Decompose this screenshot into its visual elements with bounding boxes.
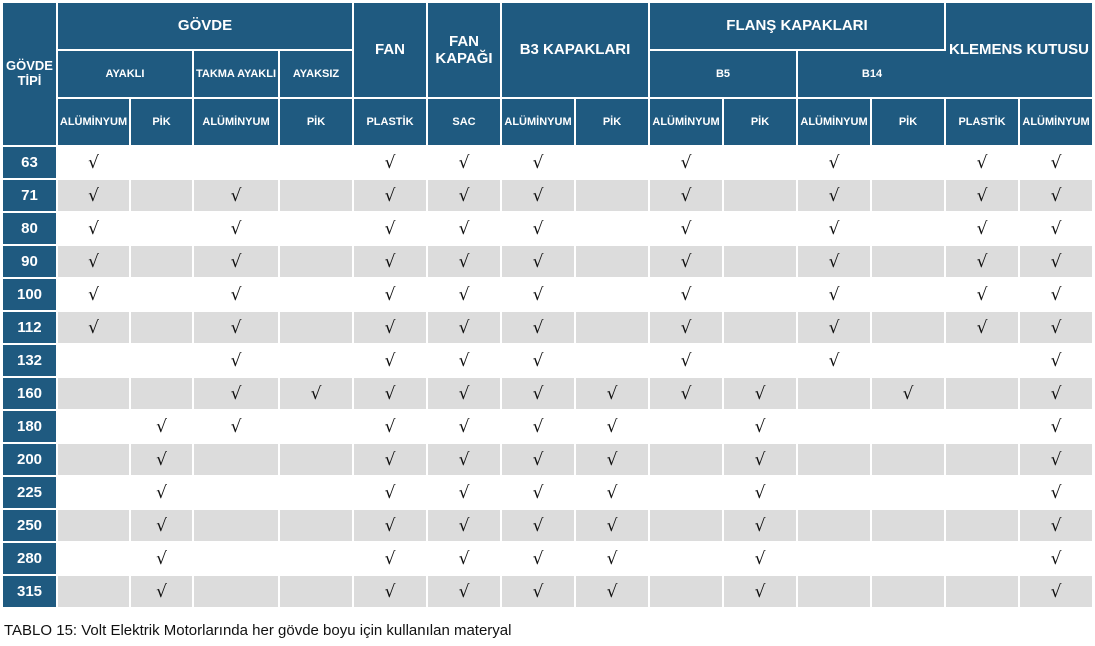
check-mark-cell: √ (724, 477, 798, 510)
empty-cell (650, 510, 724, 543)
check-mark-cell: √ (502, 477, 576, 510)
check-mark-cell: √ (131, 444, 194, 477)
empty-cell (872, 279, 946, 312)
check-mark-cell: √ (354, 345, 428, 378)
check-mark-cell: √ (194, 279, 280, 312)
check-mark-cell: √ (650, 246, 724, 279)
empty-cell (280, 411, 354, 444)
row-size-label: 280 (3, 543, 58, 576)
check-mark-cell: √ (650, 279, 724, 312)
table-row (3, 279, 1092, 312)
empty-cell (946, 477, 1020, 510)
check-mark-cell: √ (131, 543, 194, 576)
empty-cell (280, 312, 354, 345)
empty-cell (872, 180, 946, 213)
check-mark-cell: √ (194, 411, 280, 444)
check-mark-cell: √ (354, 213, 428, 246)
check-mark-cell: √ (946, 312, 1020, 345)
empty-cell (946, 510, 1020, 543)
empty-cell (194, 510, 280, 543)
check-mark-cell: √ (946, 246, 1020, 279)
empty-cell (798, 543, 872, 576)
empty-cell (872, 576, 946, 609)
check-mark-cell: √ (1020, 510, 1092, 543)
check-mark-cell: √ (354, 444, 428, 477)
empty-cell (576, 279, 650, 312)
col-header-pik: PİK (872, 99, 946, 147)
check-mark-cell: √ (576, 411, 650, 444)
table-row (3, 246, 1092, 279)
empty-cell (280, 246, 354, 279)
table-row (3, 477, 1092, 510)
empty-cell (194, 477, 280, 510)
check-mark-cell: √ (194, 312, 280, 345)
col-header-plastik: PLASTİK (354, 99, 428, 147)
row-size-label: 250 (3, 510, 58, 543)
row-size-label: 71 (3, 180, 58, 213)
empty-cell (58, 510, 131, 543)
row-size-label: 225 (3, 477, 58, 510)
empty-cell (280, 510, 354, 543)
empty-cell (872, 477, 946, 510)
check-mark-cell: √ (194, 246, 280, 279)
check-mark-cell: √ (58, 213, 131, 246)
check-mark-cell: √ (502, 279, 576, 312)
check-mark-cell: √ (58, 279, 131, 312)
check-mark-cell: √ (650, 180, 724, 213)
check-mark-cell: √ (724, 411, 798, 444)
check-mark-cell: √ (502, 180, 576, 213)
check-mark-cell: √ (428, 345, 502, 378)
check-mark-cell: √ (650, 147, 724, 180)
check-mark-cell: √ (502, 543, 576, 576)
check-mark-cell: √ (354, 279, 428, 312)
table-row (3, 411, 1092, 444)
check-mark-cell: √ (650, 312, 724, 345)
empty-cell (724, 246, 798, 279)
empty-cell (946, 543, 1020, 576)
empty-cell (280, 213, 354, 246)
table-body (3, 147, 1092, 609)
check-mark-cell: √ (58, 312, 131, 345)
col-header-aluminyum: ALÜMİNYUM (650, 99, 724, 147)
body-type-header: GÖVDE TİPİ (3, 3, 58, 147)
table-row (3, 312, 1092, 345)
check-mark-cell: √ (428, 180, 502, 213)
empty-cell (872, 312, 946, 345)
empty-cell (946, 378, 1020, 411)
empty-cell (872, 345, 946, 378)
empty-cell (58, 444, 131, 477)
empty-cell (872, 246, 946, 279)
flange-covers-header: FLANŞ KAPAKLARI (650, 3, 946, 51)
check-mark-cell: √ (502, 312, 576, 345)
check-mark-cell: √ (58, 246, 131, 279)
empty-cell (724, 312, 798, 345)
empty-cell (58, 576, 131, 609)
check-mark-cell: √ (354, 510, 428, 543)
row-size-label: 315 (3, 576, 58, 609)
col-header-pik: PİK (131, 99, 194, 147)
check-mark-cell: √ (354, 411, 428, 444)
fan-header: FAN (354, 3, 428, 99)
check-mark-cell: √ (502, 378, 576, 411)
empty-cell (131, 279, 194, 312)
table-row (3, 345, 1092, 378)
check-mark-cell: √ (131, 411, 194, 444)
row-size-label: 132 (3, 345, 58, 378)
empty-cell (872, 411, 946, 444)
empty-cell (58, 477, 131, 510)
check-mark-cell: √ (724, 543, 798, 576)
check-mark-cell: √ (354, 477, 428, 510)
empty-cell (724, 147, 798, 180)
empty-cell (650, 411, 724, 444)
empty-cell (872, 147, 946, 180)
check-mark-cell: √ (502, 411, 576, 444)
col-header-aluminyum: ALÜMİNYUM (798, 99, 872, 147)
check-mark-cell: √ (502, 147, 576, 180)
check-mark-cell: √ (502, 246, 576, 279)
empty-cell (131, 312, 194, 345)
check-mark-cell: √ (946, 213, 1020, 246)
row-size-label: 160 (3, 378, 58, 411)
empty-cell (280, 477, 354, 510)
empty-cell (131, 378, 194, 411)
b3-covers-header: B3 KAPAKLARI (502, 3, 650, 99)
check-mark-cell: √ (1020, 246, 1092, 279)
table-row (3, 543, 1092, 576)
empty-cell (946, 576, 1020, 609)
check-mark-cell: √ (428, 378, 502, 411)
check-mark-cell: √ (724, 510, 798, 543)
check-mark-cell: √ (576, 444, 650, 477)
check-mark-cell: √ (650, 213, 724, 246)
row-size-label: 80 (3, 213, 58, 246)
empty-cell (131, 345, 194, 378)
check-mark-cell: √ (428, 576, 502, 609)
empty-cell (194, 543, 280, 576)
empty-cell (650, 576, 724, 609)
empty-cell (946, 345, 1020, 378)
empty-cell (58, 543, 131, 576)
row-size-label: 90 (3, 246, 58, 279)
empty-cell (798, 411, 872, 444)
check-mark-cell: √ (280, 378, 354, 411)
empty-cell (724, 213, 798, 246)
col-header-plastik: PLASTİK (946, 99, 1020, 147)
check-mark-cell: √ (428, 279, 502, 312)
check-mark-cell: √ (724, 378, 798, 411)
b5-header: B5 (650, 51, 798, 99)
empty-cell (872, 543, 946, 576)
check-mark-cell: √ (354, 180, 428, 213)
check-mark-cell: √ (1020, 279, 1092, 312)
empty-cell (872, 510, 946, 543)
empty-cell (280, 279, 354, 312)
empty-cell (280, 345, 354, 378)
check-mark-cell: √ (1020, 147, 1092, 180)
col-header-aluminyum: ALÜMİNYUM (1020, 99, 1092, 147)
check-mark-cell: √ (194, 213, 280, 246)
col-header-aluminyum: ALÜMİNYUM (58, 99, 131, 147)
check-mark-cell: √ (354, 543, 428, 576)
row-size-label: 180 (3, 411, 58, 444)
check-mark-cell: √ (576, 477, 650, 510)
check-mark-cell: √ (872, 378, 946, 411)
empty-cell (946, 411, 1020, 444)
check-mark-cell: √ (428, 147, 502, 180)
table-row (3, 444, 1092, 477)
check-mark-cell: √ (194, 180, 280, 213)
check-mark-cell: √ (724, 444, 798, 477)
fan-cover-header: FAN KAPAĞI (428, 3, 502, 99)
col-header-pik: PİK (280, 99, 354, 147)
empty-cell (280, 147, 354, 180)
takma-ayakli-header: TAKMA AYAKLI (194, 51, 280, 99)
empty-cell (194, 147, 280, 180)
check-mark-cell: √ (1020, 378, 1092, 411)
b14-header: B14 (798, 51, 946, 99)
empty-cell (576, 312, 650, 345)
check-mark-cell: √ (650, 345, 724, 378)
empty-cell (280, 444, 354, 477)
check-mark-cell: √ (798, 147, 872, 180)
row-size-label: 200 (3, 444, 58, 477)
table-row (3, 510, 1092, 543)
check-mark-cell: √ (502, 576, 576, 609)
check-mark-cell: √ (1020, 180, 1092, 213)
empty-cell (131, 180, 194, 213)
check-mark-cell: √ (354, 246, 428, 279)
check-mark-cell: √ (946, 180, 1020, 213)
check-mark-cell: √ (1020, 477, 1092, 510)
check-mark-cell: √ (1020, 543, 1092, 576)
empty-cell (576, 345, 650, 378)
empty-cell (58, 378, 131, 411)
empty-cell (650, 477, 724, 510)
check-mark-cell: √ (650, 378, 724, 411)
empty-cell (576, 147, 650, 180)
govde-header: GÖVDE (58, 3, 354, 51)
check-mark-cell: √ (576, 510, 650, 543)
check-mark-cell: √ (428, 477, 502, 510)
check-mark-cell: √ (428, 213, 502, 246)
table-caption: TABLO 15: Volt Elektrik Motorlarında her gövde boyu için kullanılan materyal (4, 622, 512, 639)
ayakli-header: AYAKLI (58, 51, 194, 99)
check-mark-cell: √ (724, 576, 798, 609)
empty-cell (798, 444, 872, 477)
empty-cell (194, 444, 280, 477)
table-row (3, 213, 1092, 246)
check-mark-cell: √ (946, 279, 1020, 312)
check-mark-cell: √ (428, 411, 502, 444)
empty-cell (131, 246, 194, 279)
check-mark-cell: √ (354, 147, 428, 180)
col-header-aluminyum: ALÜMİNYUM (194, 99, 280, 147)
materials-table (3, 3, 1092, 609)
check-mark-cell: √ (502, 510, 576, 543)
check-mark-cell: √ (502, 213, 576, 246)
empty-cell (280, 543, 354, 576)
empty-cell (194, 576, 280, 609)
check-mark-cell: √ (428, 312, 502, 345)
empty-cell (798, 378, 872, 411)
check-mark-cell: √ (798, 345, 872, 378)
empty-cell (58, 345, 131, 378)
table-row (3, 147, 1092, 180)
check-mark-cell: √ (1020, 576, 1092, 609)
check-mark-cell: √ (194, 378, 280, 411)
empty-cell (131, 213, 194, 246)
col-header-pik: PİK (576, 99, 650, 147)
check-mark-cell: √ (1020, 213, 1092, 246)
empty-cell (576, 213, 650, 246)
empty-cell (724, 180, 798, 213)
check-mark-cell: √ (798, 279, 872, 312)
empty-cell (576, 180, 650, 213)
check-mark-cell: √ (428, 510, 502, 543)
empty-cell (58, 411, 131, 444)
check-mark-cell: √ (798, 312, 872, 345)
check-mark-cell: √ (58, 147, 131, 180)
check-mark-cell: √ (131, 477, 194, 510)
check-mark-cell: √ (1020, 444, 1092, 477)
check-mark-cell: √ (798, 213, 872, 246)
table-row (3, 378, 1092, 411)
check-mark-cell: √ (131, 510, 194, 543)
ayaksiz-header: AYAKSIZ (280, 51, 354, 99)
empty-cell (131, 147, 194, 180)
check-mark-cell: √ (1020, 345, 1092, 378)
table-row (3, 576, 1092, 609)
empty-cell (798, 477, 872, 510)
check-mark-cell: √ (502, 345, 576, 378)
terminal-box-header: KLEMENS KUTUSU (946, 3, 1092, 99)
check-mark-cell: √ (58, 180, 131, 213)
check-mark-cell: √ (576, 543, 650, 576)
empty-cell (280, 180, 354, 213)
check-mark-cell: √ (576, 378, 650, 411)
check-mark-cell: √ (576, 576, 650, 609)
check-mark-cell: √ (428, 246, 502, 279)
check-mark-cell: √ (798, 180, 872, 213)
check-mark-cell: √ (131, 576, 194, 609)
empty-cell (946, 444, 1020, 477)
check-mark-cell: √ (194, 345, 280, 378)
check-mark-cell: √ (1020, 312, 1092, 345)
check-mark-cell: √ (354, 312, 428, 345)
col-header-pik: PİK (724, 99, 798, 147)
empty-cell (280, 576, 354, 609)
row-size-label: 112 (3, 312, 58, 345)
table-row (3, 180, 1092, 213)
empty-cell (724, 345, 798, 378)
empty-cell (798, 576, 872, 609)
row-size-label: 63 (3, 147, 58, 180)
empty-cell (576, 246, 650, 279)
check-mark-cell: √ (502, 444, 576, 477)
check-mark-cell: √ (354, 576, 428, 609)
empty-cell (872, 444, 946, 477)
check-mark-cell: √ (354, 378, 428, 411)
check-mark-cell: √ (1020, 411, 1092, 444)
check-mark-cell: √ (428, 543, 502, 576)
check-mark-cell: √ (946, 147, 1020, 180)
empty-cell (798, 510, 872, 543)
empty-cell (650, 444, 724, 477)
empty-cell (650, 543, 724, 576)
col-header-sac: SAC (428, 99, 502, 147)
empty-cell (724, 279, 798, 312)
check-mark-cell: √ (798, 246, 872, 279)
row-size-label: 100 (3, 279, 58, 312)
col-header-aluminyum: ALÜMİNYUM (502, 99, 576, 147)
empty-cell (872, 213, 946, 246)
check-mark-cell: √ (428, 444, 502, 477)
